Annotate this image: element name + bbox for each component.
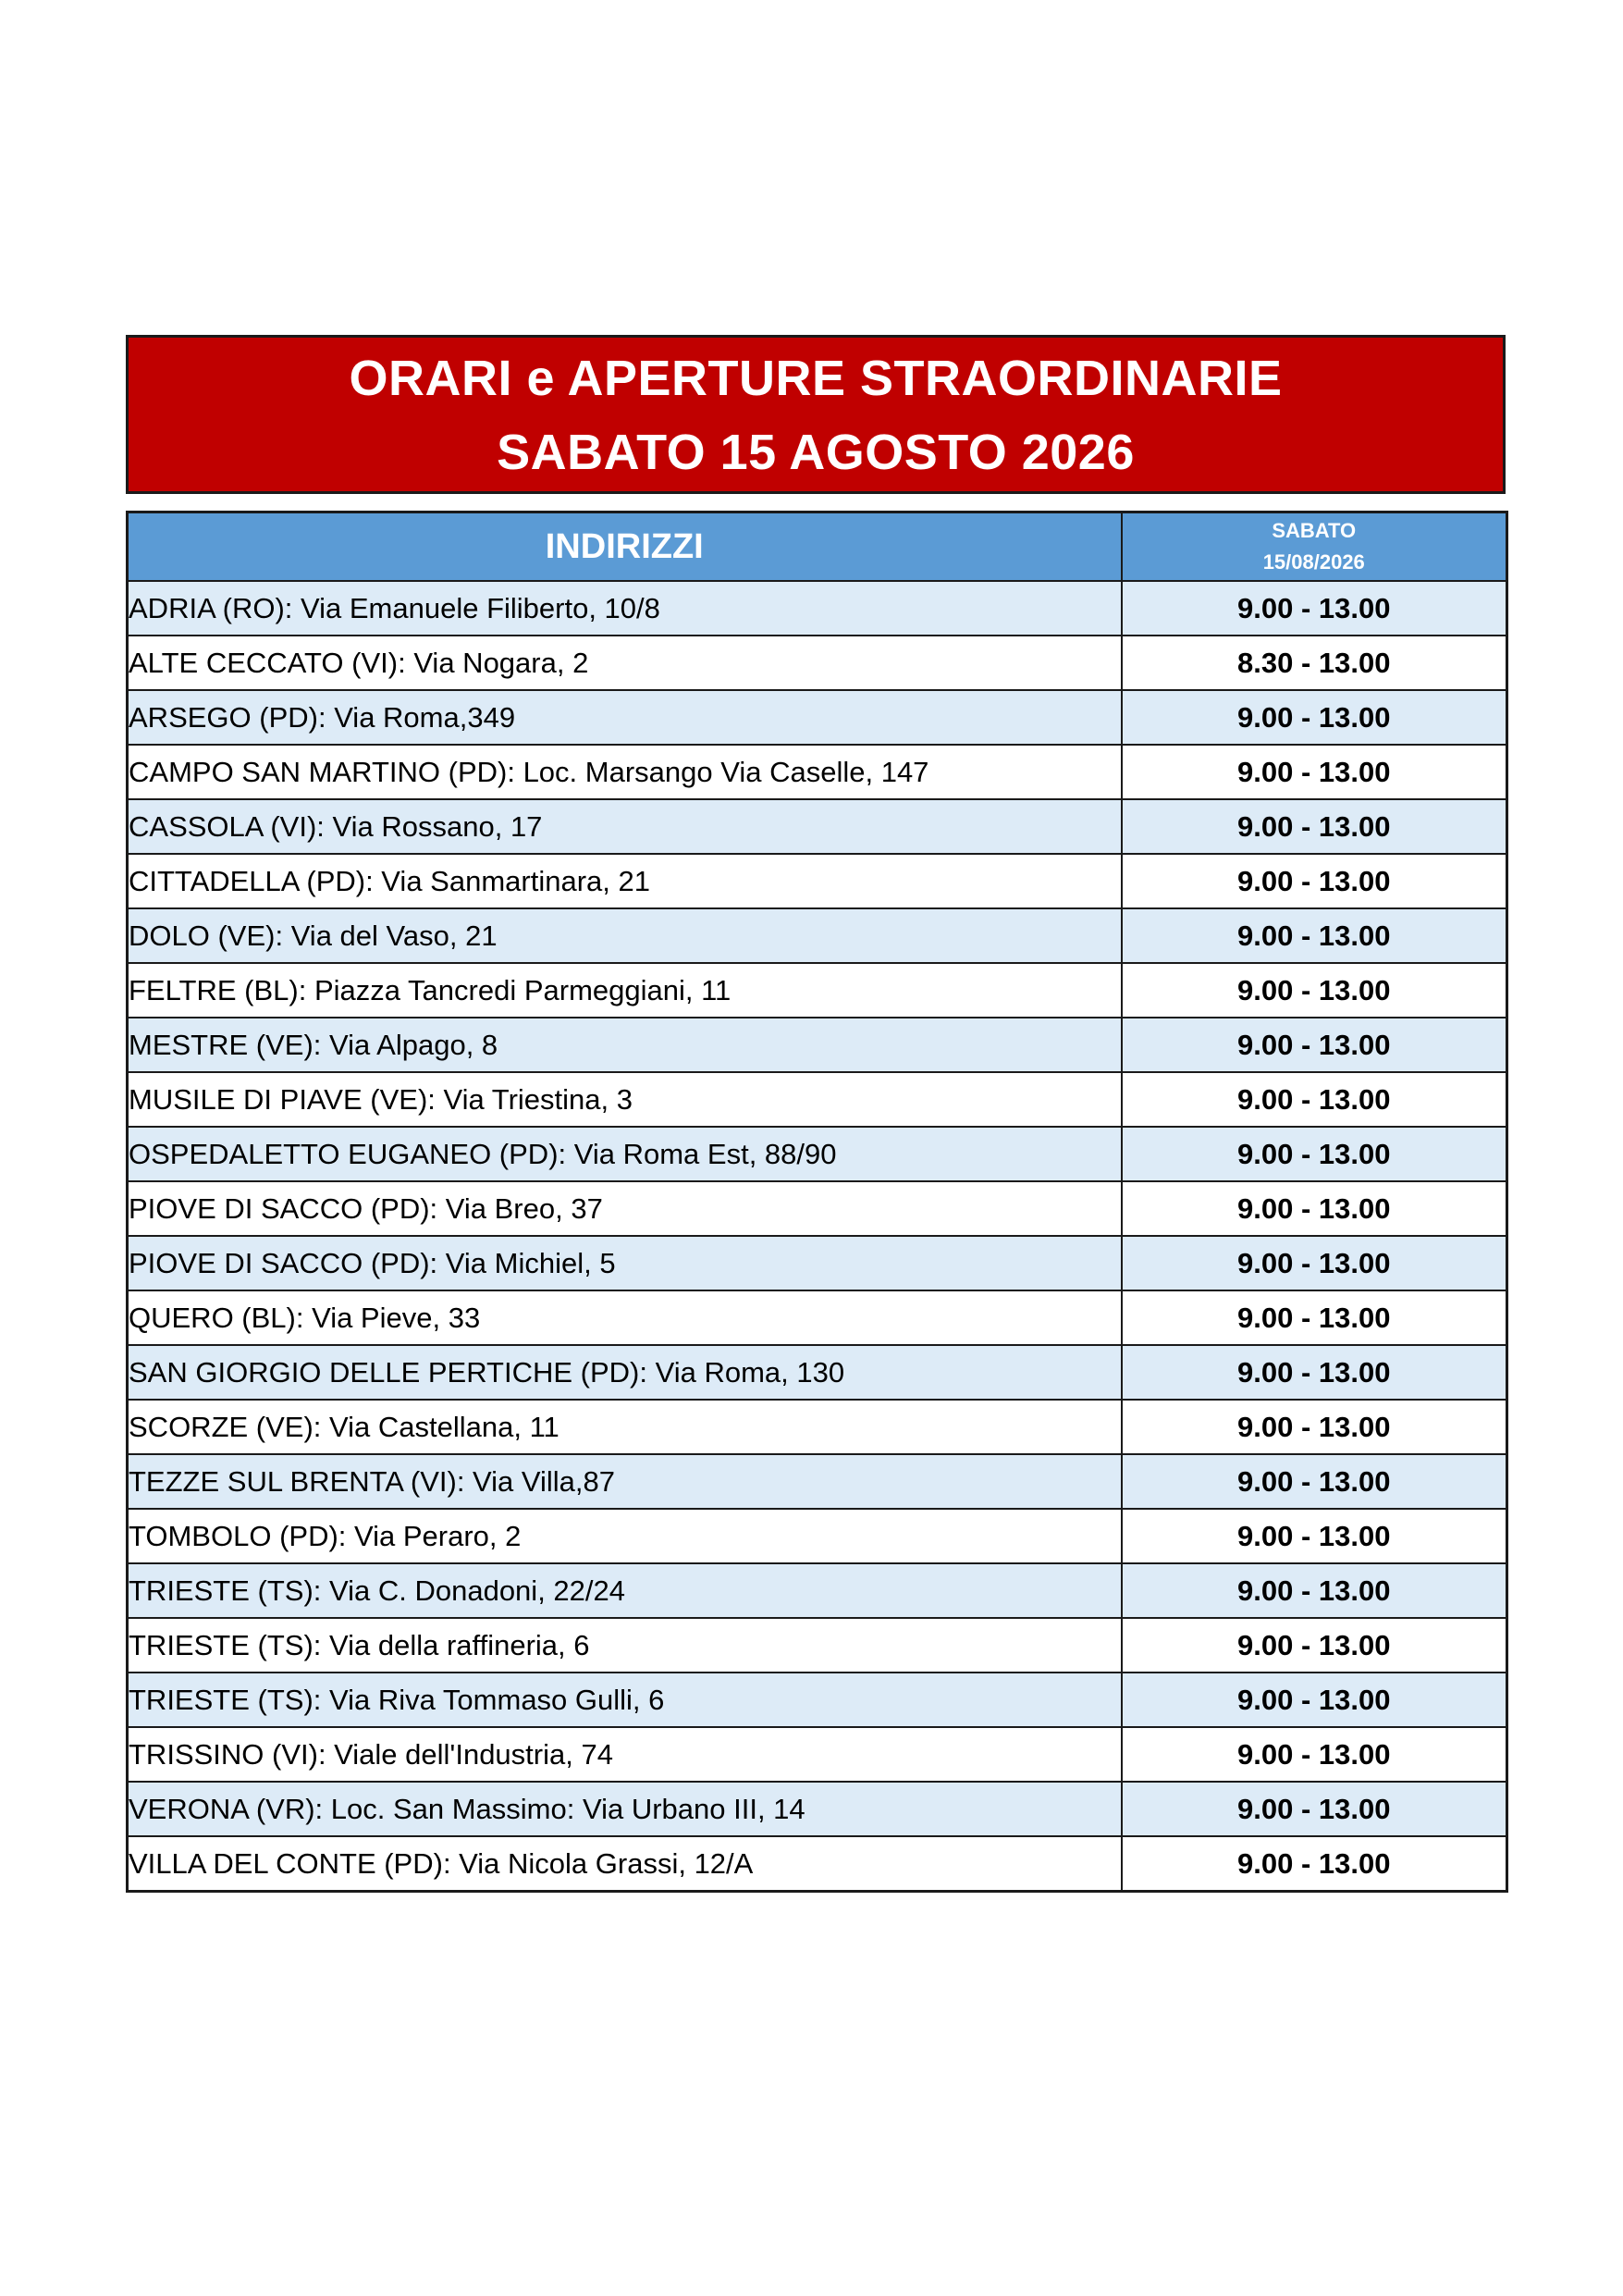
- table-row: [128, 854, 1507, 908]
- hours-cell: 9.00 - 13.00: [1122, 854, 1507, 908]
- table-row: [128, 1018, 1507, 1072]
- table-row: [128, 1563, 1507, 1618]
- hours-cell: 9.00 - 13.00: [1122, 1618, 1507, 1673]
- table-row: [128, 581, 1507, 636]
- address-cell: MESTRE (VE): Via Alpago, 8: [128, 1018, 1122, 1072]
- hours-cell: 9.00 - 13.00: [1122, 581, 1507, 636]
- address-cell: SAN GIORGIO DELLE PERTICHE (PD): Via Roma, 130: [128, 1345, 1122, 1400]
- address-cell: CITTADELLA (PD): Via Sanmartinara, 21: [128, 854, 1122, 908]
- address-cell: VERONA (VR): Loc. San Massimo: Via Urbano III, 14: [128, 1782, 1122, 1836]
- hours-cell: 9.00 - 13.00: [1122, 1782, 1507, 1836]
- address-cell: ALTE CECCATO (VI): Via Nogara, 2: [128, 636, 1122, 690]
- hours-cell: 9.00 - 13.00: [1122, 963, 1507, 1018]
- table-row: [128, 908, 1507, 963]
- address-cell: PIOVE DI SACCO (PD): Via Michiel, 5: [128, 1236, 1122, 1290]
- table-row: [128, 1836, 1507, 1892]
- hours-cell: 9.00 - 13.00: [1122, 690, 1507, 745]
- address-cell: PIOVE DI SACCO (PD): Via Breo, 37: [128, 1181, 1122, 1236]
- address-cell: ARSEGO (PD): Via Roma,349: [128, 690, 1122, 745]
- hours-cell: 9.00 - 13.00: [1122, 1127, 1507, 1181]
- hours-cell: 9.00 - 13.00: [1122, 1727, 1507, 1782]
- hours-cell: 9.00 - 13.00: [1122, 908, 1507, 963]
- column-header-day-label: SABATO: [1272, 519, 1357, 542]
- table-row: [128, 1072, 1507, 1127]
- hours-cell: 9.00 - 13.00: [1122, 799, 1507, 854]
- hours-cell: 9.00 - 13.00: [1122, 1454, 1507, 1509]
- address-cell: MUSILE DI PIAVE (VE): Via Triestina, 3: [128, 1072, 1122, 1127]
- table-row: [128, 690, 1507, 745]
- table-row: [128, 1236, 1507, 1290]
- address-cell: VILLA DEL CONTE (PD): Via Nicola Grassi, 12/A: [128, 1836, 1122, 1892]
- hours-cell: 9.00 - 13.00: [1122, 1345, 1507, 1400]
- address-cell: ADRIA (RO): Via Emanuele Filiberto, 10/8: [128, 581, 1122, 636]
- hours-cell: 9.00 - 13.00: [1122, 1400, 1507, 1454]
- column-header-address: INDIRIZZI: [128, 512, 1122, 582]
- table-row: [128, 1509, 1507, 1563]
- table-row: [128, 799, 1507, 854]
- hours-cell: 9.00 - 13.00: [1122, 1181, 1507, 1236]
- address-cell: TRIESTE (TS): Via C. Donadoni, 22/24: [128, 1563, 1122, 1618]
- hours-cell: 9.00 - 13.00: [1122, 1018, 1507, 1072]
- table-row: [128, 1181, 1507, 1236]
- table-row: [128, 1127, 1507, 1181]
- table-row: [128, 636, 1507, 690]
- hours-cell: 9.00 - 13.00: [1122, 745, 1507, 799]
- column-header-date: [1122, 512, 1507, 582]
- column-header-date-label: 15/08/2026: [1262, 550, 1365, 574]
- hours-cell: 9.00 - 13.00: [1122, 1290, 1507, 1345]
- address-cell: CAMPO SAN MARTINO (PD): Loc. Marsango Via Caselle, 147: [128, 745, 1122, 799]
- title-line-1: ORARI e APERTURE STRAORDINARIE: [349, 351, 1283, 406]
- table-row: [128, 963, 1507, 1018]
- address-cell: OSPEDALETTO EUGANEO (PD): Via Roma Est, 88/90: [128, 1127, 1122, 1181]
- opening-hours-table: [126, 511, 1508, 1893]
- address-cell: TEZZE SUL BRENTA (VI): Via Villa,87: [128, 1454, 1122, 1509]
- address-cell: TRIESTE (TS): Via della raffineria, 6: [128, 1618, 1122, 1673]
- address-cell: TRISSINO (VI): Viale dell'Industria, 74: [128, 1727, 1122, 1782]
- table-row: [128, 1345, 1507, 1400]
- table-row: [128, 1400, 1507, 1454]
- table-row: [128, 1454, 1507, 1509]
- address-cell: FELTRE (BL): Piazza Tancredi Parmeggiani, 11: [128, 963, 1122, 1018]
- table-row: [128, 1727, 1507, 1782]
- table-row: [128, 1618, 1507, 1673]
- table-row: [128, 1290, 1507, 1345]
- hours-cell: 9.00 - 13.00: [1122, 1836, 1507, 1892]
- hours-cell: 9.00 - 13.00: [1122, 1072, 1507, 1127]
- address-cell: QUERO (BL): Via Pieve, 33: [128, 1290, 1122, 1345]
- title-line-2: SABATO 15 AGOSTO 2026: [497, 425, 1135, 480]
- table-header-row: [128, 512, 1507, 582]
- address-cell: SCORZE (VE): Via Castellana, 11: [128, 1400, 1122, 1454]
- hours-cell: 9.00 - 13.00: [1122, 1236, 1507, 1290]
- address-cell: DOLO (VE): Via del Vaso, 21: [128, 908, 1122, 963]
- address-cell: TRIESTE (TS): Via Riva Tommaso Gulli, 6: [128, 1673, 1122, 1727]
- table-row: [128, 1782, 1507, 1836]
- hours-cell: 9.00 - 13.00: [1122, 1673, 1507, 1727]
- hours-cell: 9.00 - 13.00: [1122, 1509, 1507, 1563]
- table-row: [128, 1673, 1507, 1727]
- hours-cell: 9.00 - 13.00: [1122, 1563, 1507, 1618]
- address-cell: TOMBOLO (PD): Via Peraro, 2: [128, 1509, 1122, 1563]
- hours-cell: 8.30 - 13.00: [1122, 636, 1507, 690]
- table-row: [128, 745, 1507, 799]
- address-cell: CASSOLA (VI): Via Rossano, 17: [128, 799, 1122, 854]
- table-body: [128, 581, 1507, 1892]
- title-banner: [126, 335, 1506, 494]
